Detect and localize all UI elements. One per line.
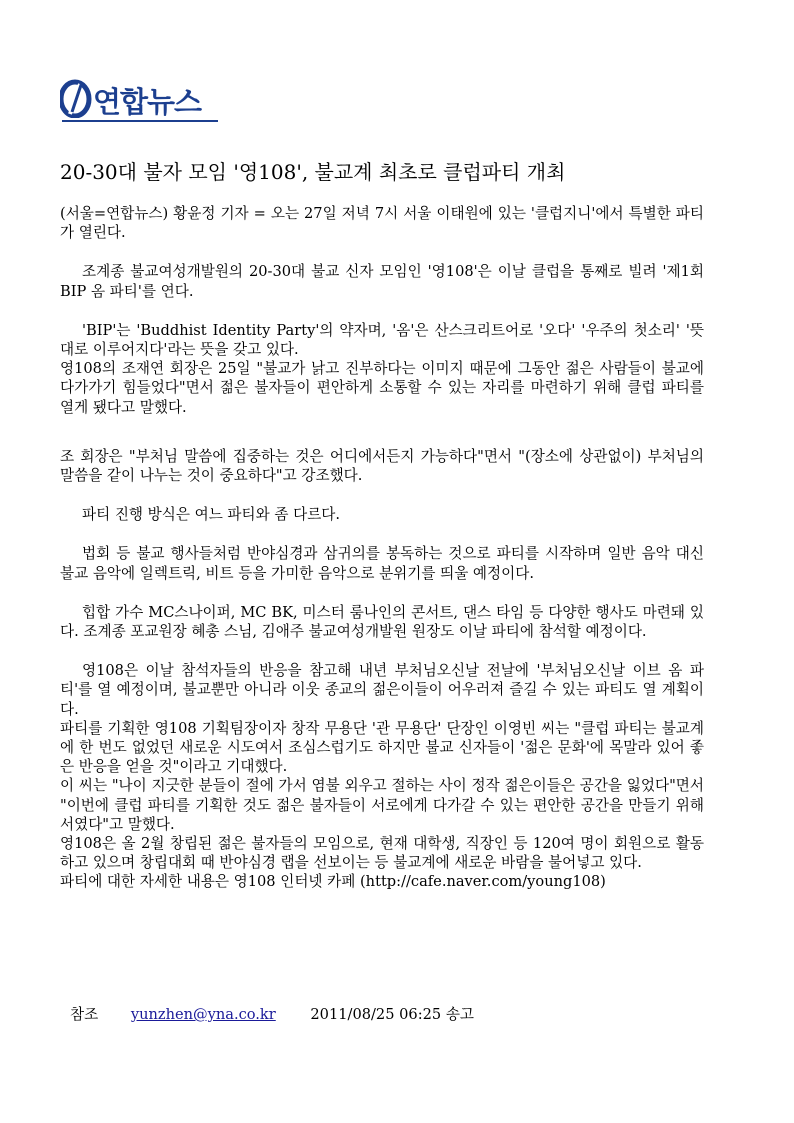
paragraph: 영108은 올 2월 창립된 젊은 불자들의 모임으로, 현재 대학생, 직장인 등 120여 명이 회원으로 활동하고 있으며 창립대회 때 반야심경 랩을 선보이는 등 불교계에 새로운 바람을 불어넣고 있다. (60, 835, 704, 872)
yonhap-logo (60, 76, 220, 124)
paragraph: 법회 등 불교 행사들처럼 반야심경과 삼귀의를 봉독하는 것으로 파티를 시작하며 일반 음악 대신 불교 음악에 일렉트릭, 비트 등을 가미한 음악으로 분위기를 띄울 예정이다. (60, 545, 704, 582)
paragraph: 'BIP'는 'Buddhist Identity Party'의 약자며, '옴'은 산스크리트어로 '오다' '우주의 첫소리' '뜻대로 이루어지다'라는 뜻을 갖고 있다. (60, 321, 704, 359)
paragraph: 조 회장은 "부처님 말씀에 집중하는 것은 어디에서든지 가능하다"면서 "(장소에 상관없이) 부처님의 말씀을 같이 나누는 것이 중요하다"고 강조했다. (60, 447, 704, 485)
yonhap-logo-mark-icon (60, 78, 96, 118)
paragraph: 이 씨는 "나이 지긋한 분들이 절에 가서 염불 외우고 절하는 사이 정작 젊은이들은 공간을 잃었다"면서 "이번에 클럽 파티를 기획한 것도 젊은 불자들이 서로에게 다가갈 수 있는 편안한 공간을 만들기 위해서였다"고 말했다. (60, 777, 704, 833)
reporter-email-link[interactable]: yunzhen@yna.co.kr (130, 1006, 276, 1023)
paragraph: 파티 진행 방식은 여느 파티와 좀 다르다. (82, 506, 341, 524)
paragraph: 조계종 불교여성개발원의 20-30대 불교 신자 모임인 '영108'은 이날 클럽을 통째로 빌려 '제1회 BIP 옴 파티'를 연다. (60, 263, 704, 300)
paragraph: 힙합 가수 MC스나이퍼, MC BK, 미스터 룸나인의 콘서트, 댄스 타임 등 다양한 행사도 마련돼 있다. 조계종 포교원장 혜총 스님, 김애주 불교여성개발원 원장도 이날 파티에 참석할 예정이다. (60, 603, 704, 641)
publish-datetime: 2011/08/25 06:25 송고 (310, 1006, 475, 1023)
reference-label: 참조 (70, 1006, 99, 1023)
logo-underline (62, 120, 218, 122)
article-footer (60, 1005, 474, 1025)
paragraph: (서울=연합뉴스) 황윤정 기자 = 오는 27일 저녁 7시 서울 이태원에 있는 '클럽지니'에서 특별한 파티가 열린다. (60, 205, 704, 242)
paragraph: 파티에 대한 자세한 내용은 영108 인터넷 카페 (http://cafe.naver.com/young108) (60, 873, 606, 891)
paragraph: 영108의 조재연 회장은 25일 "불교가 낡고 진부하다는 이미지 때문에 그동안 젊은 사람들이 불교에 다가가기 힘들었다"면서 젊은 불자들이 편안하게 소통할 수 있는 자리를 마련하기 위해 클럽 파티를 열게 됐다고 말했다. (60, 360, 704, 416)
article-body (60, 204, 704, 892)
logo-text: 연합뉴스 (93, 85, 202, 119)
paragraph: 영108은 이날 참석자들의 반응을 참고해 내년 부처님오신날 전날에 '부처님오신날 이브 옴 파티'를 열 예정이며, 불교뿐만 아니라 이웃 종교의 젊은이들이 어우러져 즐길 수 있는 파티도 열 계획이다. (60, 662, 704, 718)
paragraph: 파티를 기획한 영108 기획팀장이자 창작 무용단 '관 무용단' 단장인 이영빈 씨는 "클럽 파티는 불교계에 한 번도 없었던 새로운 시도여서 조심스럽기도 하지만 불교 신자들이 '젊은 문화'에 목말라 있어 좋은 반응을 얻을 것"이라고 기대했다. (60, 719, 704, 776)
headline: 20-30대 불자 모임 '영108', 불교계 최초로 클럽파티 개최 (60, 160, 566, 184)
